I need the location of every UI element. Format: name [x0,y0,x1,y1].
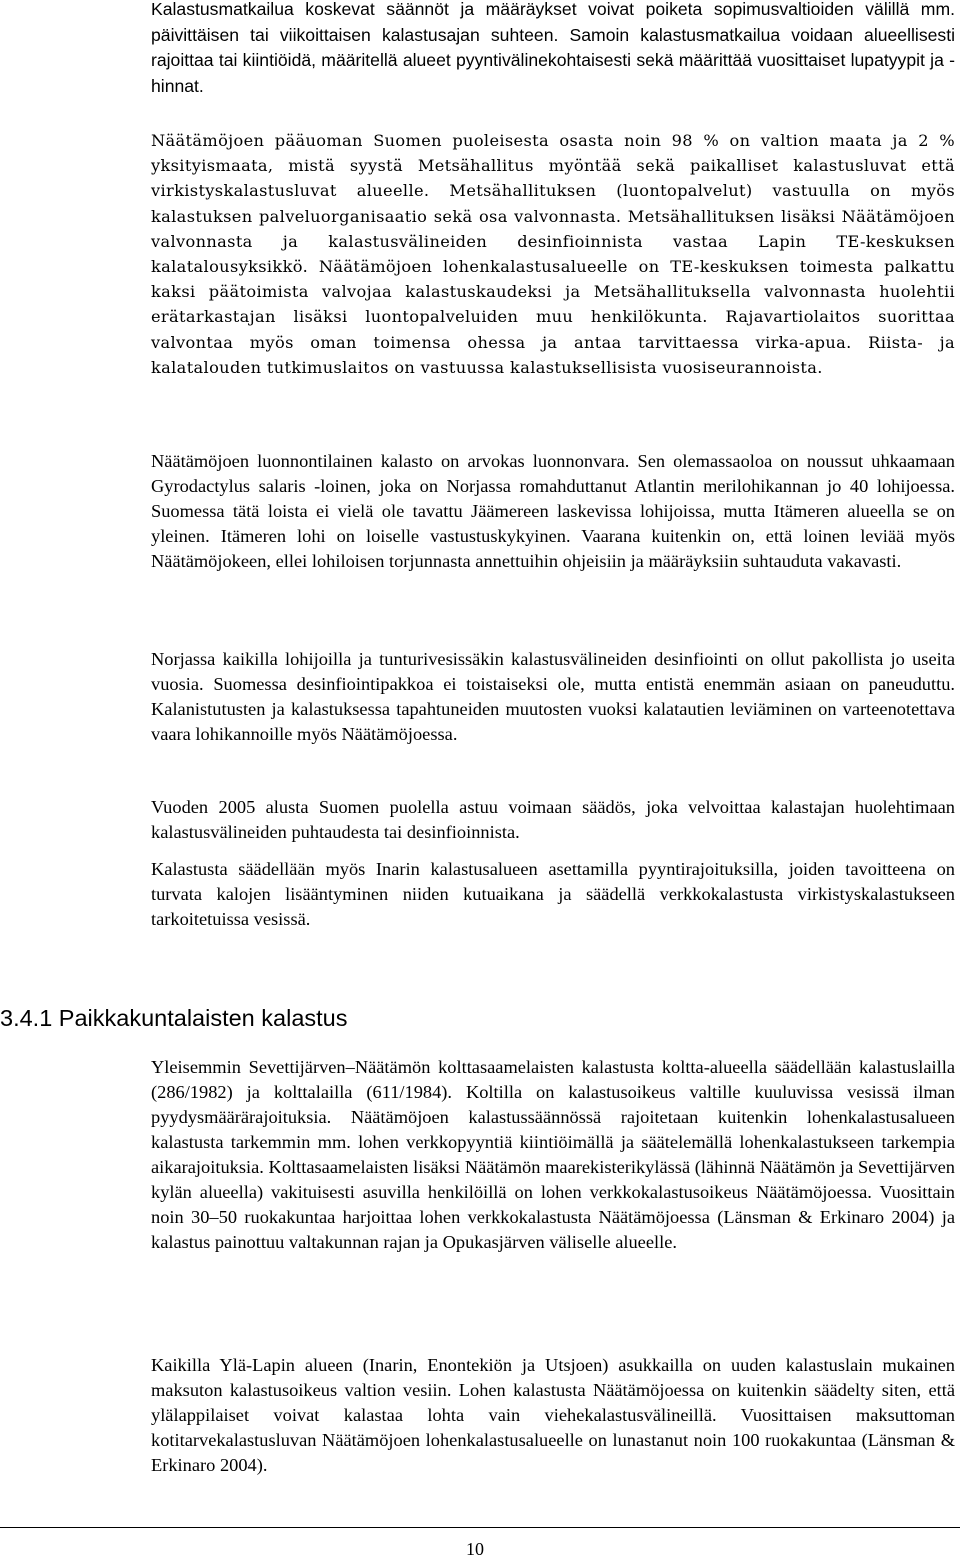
footer-divider [0,1527,960,1528]
paragraph-upper-lapland-residents: Kaikilla Ylä-Lapin alueen (Inarin, Enontekiön ja Utsjoen) asukkailla on uuden kalastuslain mukainen maksuton kalastusoikeus valtion vesiin. Lohen kalastusta Näätämöjoessa on kuitenkin säädelty siten, että ylälappilaiset voivat kalastaa lohta vain viehekalastusvälineillä. Vuosittaisen maksuttoman kotitarvekalastusluvan Näätämöjoen lohenkalastusalueelle on lunastanut noin 100 ruokakuntaa (Länsman & Erkinaro 2004). [151,1355,955,1475]
section-heading: 3.4.1 Paikkakuntalaisten kalastus [0,1005,348,1031]
paragraph-skolt-sami-fishing: Yleisemmin Sevettijärven–Näätämön kolttasaamelaisten kalastusta koltta-alueella säädellään kalastuslailla (286/1982) ja kolttalailla (611/1984). Koltilla on kalastusoikeus valtille kuuluvissa vesissä ilman pyydysmäärärajoituksia. Näätämöjoen kalastussäännössä rajoitetaan kuitenkin lohenkalastusalueen kalastusta tarkemmin mm. lohen verkkopyyntiä kiintiöimällä ja säätelemällä lohenkalastukseen tarkempia aikarajoituksia. Kolttasaamelaisten lisäksi Näätämön maarekisterikylässä (lähinnä Näätämön ja Sevettijärven kylän alueella) vakituisesti asuvilla henkilöillä on lohen verkkokalastusoikeus Näätämöjoessa. Vuosittain noin 30–50 ruokakuntaa harjoittaa lohen verkkokalastusta Näätämöjoessa (Länsman & Erkinaro 2004) ja kalastus painottuu valtakunnan rajan ja Opukasjärven väliselle alueelle. [151,1057,955,1252]
paragraph-inari-restrictions: Kalastusta säädellään myös Inarin kalastusalueen asettamilla pyyntirajoituksilla, joiden tavoitteena on turvata kalojen lisääntyminen niiden kutuaikana ja säädellä verkkokalastusta virkistyskalastukseen tarkoitetuissa vesissä. [151,859,955,929]
paragraph-fishing-tourism-rules: Kalastusmatkailua koskevat säännöt ja määräykset voivat poiketa sopimusvaltioiden välillä mm. päivittäisen tai viikoittaisen kalastusajan suhteen. Samoin kalastusmatkailua voidaan alueellisesti rajoittaa tai kiintiöidä, määritellä alueet pyyntivälinekohtaisesti sekä määrittää vuosittaiset lupatyypit ja -hinnat. [151,0,955,96]
paragraph-2005-regulation: Vuoden 2005 alusta Suomen puolella astuu voimaan säädös, joka velvoittaa kalastajan huolehtimaan kalastusvälineiden puhtaudesta tai desinfioinnista. [151,797,955,842]
page-number: 10 [466,1539,484,1559]
paragraph-gyrodactylus-threat: Näätämöjoen luonnontilainen kalasto on arvokas luonnonvara. Sen olemassaoloa on noussut uhkaamaan Gyrodactylus salaris -loinen, joka on Norjassa romahduttanut Atlantin merilohikannan jo 40 lohijoessa. Suomessa tätä loista ei vielä ole tavattu Jäämereen laskevissa lohijoissa, mutta Itämeren alueella se on yleinen. Itämeren lohi on loiselle vastustuskykyinen. Vaarana kuitenkin on, että loinen leviää myös Näätämöjokeen, ellei lohiloisen torjunnasta annettuihin ohjeisiin ja määräyksiin suhtauduta vakavasti. [151,451,955,571]
paragraph-norway-disinfection: Norjassa kaikilla lohijoilla ja tunturivesissäkin kalastusvälineiden desinfiointi on ollut pakollista jo useita vuosia. Suomessa desinfiointipakkoa ei toistaiseksi ole, mutta entistä enemmän asiaan on paneuduttu. Kalanistutusten ja kalastuksessa tapahtuneiden muutosten vuoksi kalatautien leviäminen on varteenotettava vaara lohikannoille myös Näätämöjoessa. [151,649,955,744]
paragraph-metsahallitus-permits: Näätämöjoen pääuoman Suomen puoleisesta osasta noin 98 % on valtion maata ja 2 % yksityismaata, mistä syystä Metsähallitus myöntää sekä paikalliset kalastusluvat että virkistyskalastusluvat alueelle. Metsähallituksen (luontopalvelut) vastuulla on myös kalastuksen palveluorganisaatio sekä osa valvonnasta. Metsähallituksen lisäksi Näätämöjoen valvonnasta ja kalastusvälineiden desinfioinnista vastaa Lapin TE-keskuksen kalatalousyksikkö. Näätämöjoen lohenkalastusalueelle on TE-keskuksen toimesta palkattu kaksi päätoimista valvojaa kalastuskaudeksi ja Metsähallituksella valvonnasta huolehtii erätarkastajan lisäksi luontopalveluiden muu henkilökunta. Rajavartiolaitos suorittaa valvontaa myös oman toimensa ohessa ja antaa tarvittaessa virka-apua. Riista- ja kalatalouden tutkimuslaitos on vastuussa kalastuksellisista vuosiseurannoista. [151,131,955,377]
